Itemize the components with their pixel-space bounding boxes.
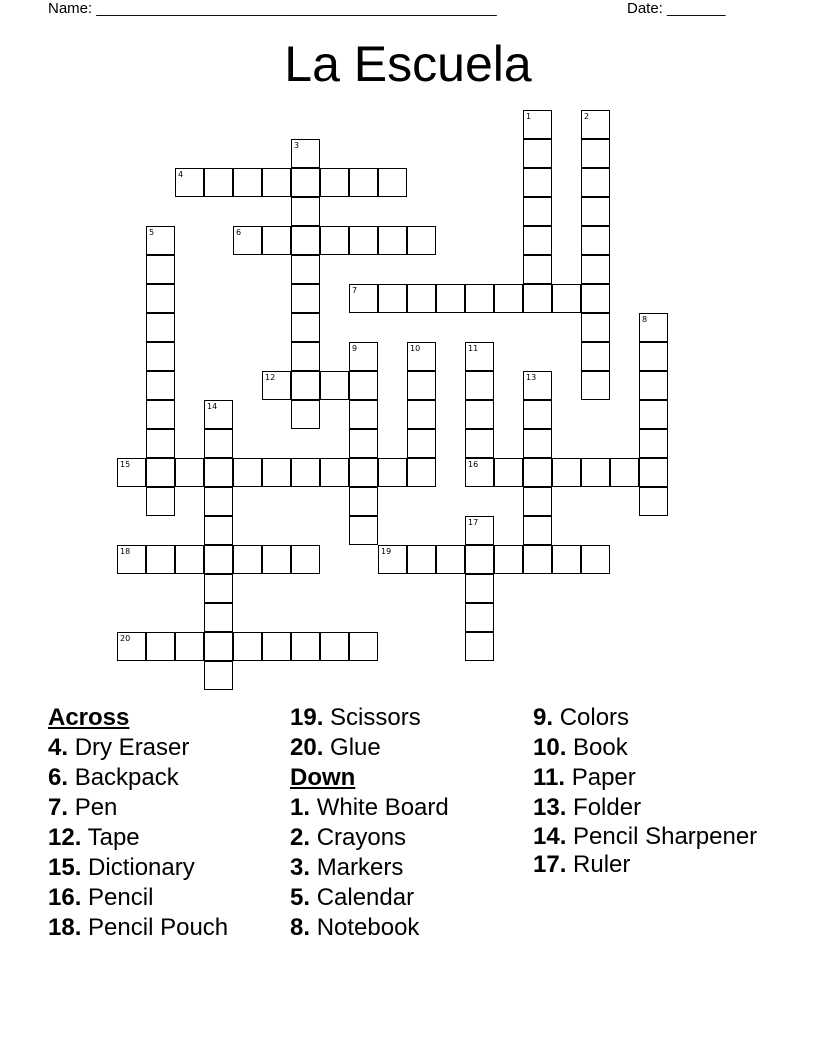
clue-number: 12. xyxy=(48,824,82,851)
grid-cell[interactable] xyxy=(581,371,610,400)
grid-cell[interactable] xyxy=(523,371,552,400)
grid-cell[interactable] xyxy=(146,226,175,255)
grid-cell[interactable] xyxy=(233,168,262,197)
grid-cell[interactable] xyxy=(523,197,552,226)
grid-cell[interactable] xyxy=(262,371,291,400)
clue-number: 11. xyxy=(533,764,566,791)
clue-across-12 xyxy=(48,823,288,853)
grid-cell[interactable] xyxy=(204,429,233,458)
grid-cell[interactable] xyxy=(523,545,552,574)
clue-down-5 xyxy=(290,883,530,913)
grid-cell[interactable] xyxy=(233,632,262,661)
grid-cell[interactable] xyxy=(262,545,291,574)
grid-cell[interactable] xyxy=(378,168,407,197)
grid-cell[interactable] xyxy=(581,139,610,168)
grid-cell[interactable] xyxy=(349,487,378,516)
grid-cell[interactable] xyxy=(523,458,552,487)
date-field[interactable]: Date: _______ xyxy=(627,0,726,17)
grid-cell[interactable] xyxy=(552,284,581,313)
grid-cell[interactable] xyxy=(465,284,494,313)
cell-number: 19 xyxy=(381,547,392,556)
grid-cell[interactable] xyxy=(349,400,378,429)
cell-number: 10 xyxy=(410,344,421,353)
grid-cell[interactable] xyxy=(175,168,204,197)
grid-cell[interactable] xyxy=(465,371,494,400)
grid-cell[interactable] xyxy=(494,284,523,313)
cell-number: 15 xyxy=(120,460,131,469)
clue-down-8 xyxy=(290,913,530,943)
clue-down-17 xyxy=(533,850,793,880)
clue-column-3 xyxy=(533,703,793,880)
clue-number: 16. xyxy=(48,884,82,911)
grid-cell[interactable] xyxy=(146,458,175,487)
grid-cell[interactable] xyxy=(204,545,233,574)
cell-number: 4 xyxy=(178,170,184,179)
cell-number: 8 xyxy=(642,315,648,324)
down-heading: Down xyxy=(290,764,356,791)
grid-cell[interactable] xyxy=(349,516,378,545)
grid-cell[interactable] xyxy=(291,139,320,168)
grid-cell[interactable] xyxy=(378,458,407,487)
grid-cell[interactable] xyxy=(639,429,668,458)
grid-cell[interactable] xyxy=(639,458,668,487)
clue-text: Scissors xyxy=(330,704,421,731)
grid-cell[interactable] xyxy=(639,342,668,371)
cell-number: 20 xyxy=(120,634,131,643)
clue-number: 20. xyxy=(290,734,324,761)
grid-cell[interactable] xyxy=(233,458,262,487)
grid-cell[interactable] xyxy=(146,342,175,371)
clue-number: 9. xyxy=(533,704,554,731)
grid-cell[interactable] xyxy=(204,487,233,516)
clue-number: 13. xyxy=(533,794,567,821)
grid-cell[interactable] xyxy=(407,371,436,400)
grid-cell[interactable] xyxy=(320,371,349,400)
clue-number: 14. xyxy=(533,823,567,850)
clue-number: 15. xyxy=(48,854,82,881)
grid-cell[interactable] xyxy=(349,226,378,255)
grid-cell[interactable] xyxy=(175,458,204,487)
clue-text: White Board xyxy=(316,794,449,821)
clue-text: Book xyxy=(573,734,628,761)
grid-cell[interactable] xyxy=(523,168,552,197)
grid-cell[interactable] xyxy=(523,226,552,255)
clue-text: Colors xyxy=(559,704,630,731)
grid-cell[interactable] xyxy=(146,429,175,458)
grid-cell[interactable] xyxy=(494,458,523,487)
clue-number: 5. xyxy=(290,884,311,911)
clue-column-2 xyxy=(290,703,530,943)
clue-number: 6. xyxy=(48,764,69,791)
clue-number: 10. xyxy=(533,734,567,761)
grid-cell[interactable] xyxy=(320,226,349,255)
grid-cell[interactable] xyxy=(291,255,320,284)
clue-number: 4. xyxy=(48,734,69,761)
clue-text: Glue xyxy=(330,734,381,761)
grid-cell[interactable] xyxy=(610,458,639,487)
grid-cell[interactable] xyxy=(407,226,436,255)
grid-cell[interactable] xyxy=(262,458,291,487)
grid-cell[interactable] xyxy=(146,313,175,342)
clue-text: Pen xyxy=(74,794,118,821)
clue-text: Calendar xyxy=(316,884,415,911)
clue-number: 1. xyxy=(290,794,311,821)
cell-number: 5 xyxy=(149,228,155,237)
clue-text: Folder xyxy=(573,794,642,821)
grid-cell[interactable] xyxy=(378,545,407,574)
grid-cell[interactable] xyxy=(639,400,668,429)
cell-number: 16 xyxy=(468,460,479,469)
grid-cell[interactable] xyxy=(349,632,378,661)
cell-number: 11 xyxy=(468,344,479,353)
grid-cell[interactable] xyxy=(291,342,320,371)
cell-number: 18 xyxy=(120,547,131,556)
grid-cell[interactable] xyxy=(204,516,233,545)
grid-cell[interactable] xyxy=(349,342,378,371)
grid-cell[interactable] xyxy=(117,545,146,574)
clue-text: Paper xyxy=(571,764,636,791)
grid-cell[interactable] xyxy=(407,342,436,371)
grid-cell[interactable] xyxy=(349,429,378,458)
cell-number: 3 xyxy=(294,141,300,150)
grid-cell[interactable] xyxy=(465,458,494,487)
clue-across-4 xyxy=(48,733,288,763)
clue-down-11 xyxy=(533,763,793,793)
clue-across-16 xyxy=(48,883,288,913)
clue-number: 8. xyxy=(290,914,311,941)
grid-cell[interactable] xyxy=(117,458,146,487)
grid-cell[interactable] xyxy=(639,371,668,400)
clue-text: Dictionary xyxy=(88,854,195,881)
grid-cell[interactable] xyxy=(465,545,494,574)
clue-across-7 xyxy=(48,793,288,823)
grid-cell[interactable] xyxy=(407,429,436,458)
grid-cell[interactable] xyxy=(349,284,378,313)
clue-text: Pencil Pouch xyxy=(88,914,229,941)
clue-down-1 xyxy=(290,793,530,823)
grid-cell[interactable] xyxy=(581,313,610,342)
grid-cell[interactable] xyxy=(175,545,204,574)
clue-text: Crayons xyxy=(316,824,407,851)
clue-number: 19. xyxy=(290,704,324,731)
clue-across-6 xyxy=(48,763,288,793)
grid-cell[interactable] xyxy=(291,400,320,429)
clue-column-1 xyxy=(48,703,288,943)
cell-number: 1 xyxy=(526,112,532,121)
grid-cell[interactable] xyxy=(262,226,291,255)
grid-cell[interactable] xyxy=(378,226,407,255)
page-title: La Escuela xyxy=(284,36,532,92)
grid-cell[interactable] xyxy=(349,168,378,197)
clue-down-2 xyxy=(290,823,530,853)
clue-across-18 xyxy=(48,913,288,943)
grid-cell[interactable] xyxy=(204,603,233,632)
grid-cell[interactable] xyxy=(291,284,320,313)
grid-cell[interactable] xyxy=(523,487,552,516)
grid-cell[interactable] xyxy=(320,632,349,661)
grid-cell[interactable] xyxy=(291,313,320,342)
clue-across-20 xyxy=(290,733,530,763)
clue-across-15 xyxy=(48,853,288,883)
clue-text: Ruler xyxy=(573,851,631,878)
grid-cell[interactable] xyxy=(581,458,610,487)
grid-cell[interactable] xyxy=(233,545,262,574)
grid-cell[interactable] xyxy=(204,400,233,429)
clue-number: 2. xyxy=(290,824,311,851)
clue-number: 7. xyxy=(48,794,69,821)
grid-cell[interactable] xyxy=(552,545,581,574)
clue-down-3 xyxy=(290,853,530,883)
clue-number: 17. xyxy=(533,851,567,878)
across-heading: Across xyxy=(48,704,130,731)
grid-cell[interactable] xyxy=(262,168,291,197)
cell-number: 13 xyxy=(526,373,537,382)
grid-cell[interactable] xyxy=(436,545,465,574)
grid-cell[interactable] xyxy=(349,371,378,400)
clue-text: Backpack xyxy=(74,764,179,791)
clue-number: 18. xyxy=(48,914,82,941)
cell-number: 9 xyxy=(352,344,358,353)
grid-cell[interactable] xyxy=(291,371,320,400)
clue-down-10 xyxy=(533,733,793,763)
clue-text: Pencil xyxy=(88,884,154,911)
clue-text: Pencil Sharpener xyxy=(573,823,758,850)
grid-cell[interactable] xyxy=(639,313,668,342)
cell-number: 14 xyxy=(207,402,218,411)
grid-cell[interactable] xyxy=(523,139,552,168)
grid-cell[interactable] xyxy=(581,342,610,371)
grid-cell[interactable] xyxy=(581,255,610,284)
grid-cell[interactable] xyxy=(146,255,175,284)
cell-number: 2 xyxy=(584,112,590,121)
grid-cell[interactable] xyxy=(204,632,233,661)
grid-cell[interactable] xyxy=(291,197,320,226)
grid-cell[interactable] xyxy=(291,545,320,574)
grid-cell[interactable] xyxy=(407,545,436,574)
grid-cell[interactable] xyxy=(639,487,668,516)
grid-cell[interactable] xyxy=(523,400,552,429)
grid-cell[interactable] xyxy=(465,429,494,458)
grid-cell[interactable] xyxy=(349,458,378,487)
grid-cell[interactable] xyxy=(581,197,610,226)
grid-cell[interactable] xyxy=(407,284,436,313)
grid-cell[interactable] xyxy=(465,632,494,661)
clue-text: Markers xyxy=(316,854,404,881)
grid-cell[interactable] xyxy=(291,168,320,197)
grid-cell[interactable] xyxy=(146,371,175,400)
grid-cell[interactable] xyxy=(436,284,465,313)
grid-cell[interactable] xyxy=(117,632,146,661)
grid-cell[interactable] xyxy=(407,400,436,429)
grid-cell[interactable] xyxy=(465,574,494,603)
grid-cell[interactable] xyxy=(291,632,320,661)
grid-cell[interactable] xyxy=(378,284,407,313)
grid-cell[interactable] xyxy=(320,458,349,487)
grid-cell[interactable] xyxy=(320,168,349,197)
grid-cell[interactable] xyxy=(465,400,494,429)
grid-cell[interactable] xyxy=(175,632,204,661)
grid-cell[interactable] xyxy=(204,168,233,197)
grid-cell[interactable] xyxy=(204,458,233,487)
clue-across-19 xyxy=(290,703,530,733)
grid-cell[interactable] xyxy=(465,342,494,371)
grid-cell[interactable] xyxy=(146,487,175,516)
grid-cell[interactable] xyxy=(523,516,552,545)
grid-cell[interactable] xyxy=(291,458,320,487)
grid-cell[interactable] xyxy=(523,284,552,313)
grid-cell[interactable] xyxy=(581,226,610,255)
clue-text: Tape xyxy=(87,824,140,851)
grid-cell[interactable] xyxy=(146,400,175,429)
clue-down-9 xyxy=(533,703,793,733)
grid-cell[interactable] xyxy=(204,574,233,603)
grid-cell[interactable] xyxy=(465,516,494,545)
cell-number: 7 xyxy=(352,286,358,295)
grid-cell[interactable] xyxy=(146,284,175,313)
clue-down-13 xyxy=(533,793,793,823)
grid-cell[interactable] xyxy=(407,458,436,487)
grid-cell[interactable] xyxy=(581,545,610,574)
grid-cell[interactable] xyxy=(581,110,610,139)
grid-cell[interactable] xyxy=(581,168,610,197)
grid-cell[interactable] xyxy=(465,603,494,632)
name-field[interactable]: Name: ________________________________________________ xyxy=(48,0,497,17)
grid-cell[interactable] xyxy=(523,110,552,139)
clue-text: Notebook xyxy=(316,914,420,941)
clue-number: 3. xyxy=(290,854,311,881)
cell-number: 17 xyxy=(468,518,479,527)
grid-cell[interactable] xyxy=(233,226,262,255)
grid-cell[interactable] xyxy=(523,255,552,284)
grid-cell[interactable] xyxy=(494,545,523,574)
cell-number: 12 xyxy=(265,373,276,382)
clue-down-14 xyxy=(533,823,793,850)
grid-cell[interactable] xyxy=(146,632,175,661)
grid-cell[interactable] xyxy=(146,545,175,574)
grid-cell[interactable] xyxy=(291,226,320,255)
grid-cell[interactable] xyxy=(262,632,291,661)
grid-cell[interactable] xyxy=(523,429,552,458)
grid-cell[interactable] xyxy=(552,458,581,487)
cell-number: 6 xyxy=(236,228,242,237)
grid-cell[interactable] xyxy=(204,661,233,690)
grid-cell[interactable] xyxy=(581,284,610,313)
clue-text: Dry Eraser xyxy=(74,734,190,761)
